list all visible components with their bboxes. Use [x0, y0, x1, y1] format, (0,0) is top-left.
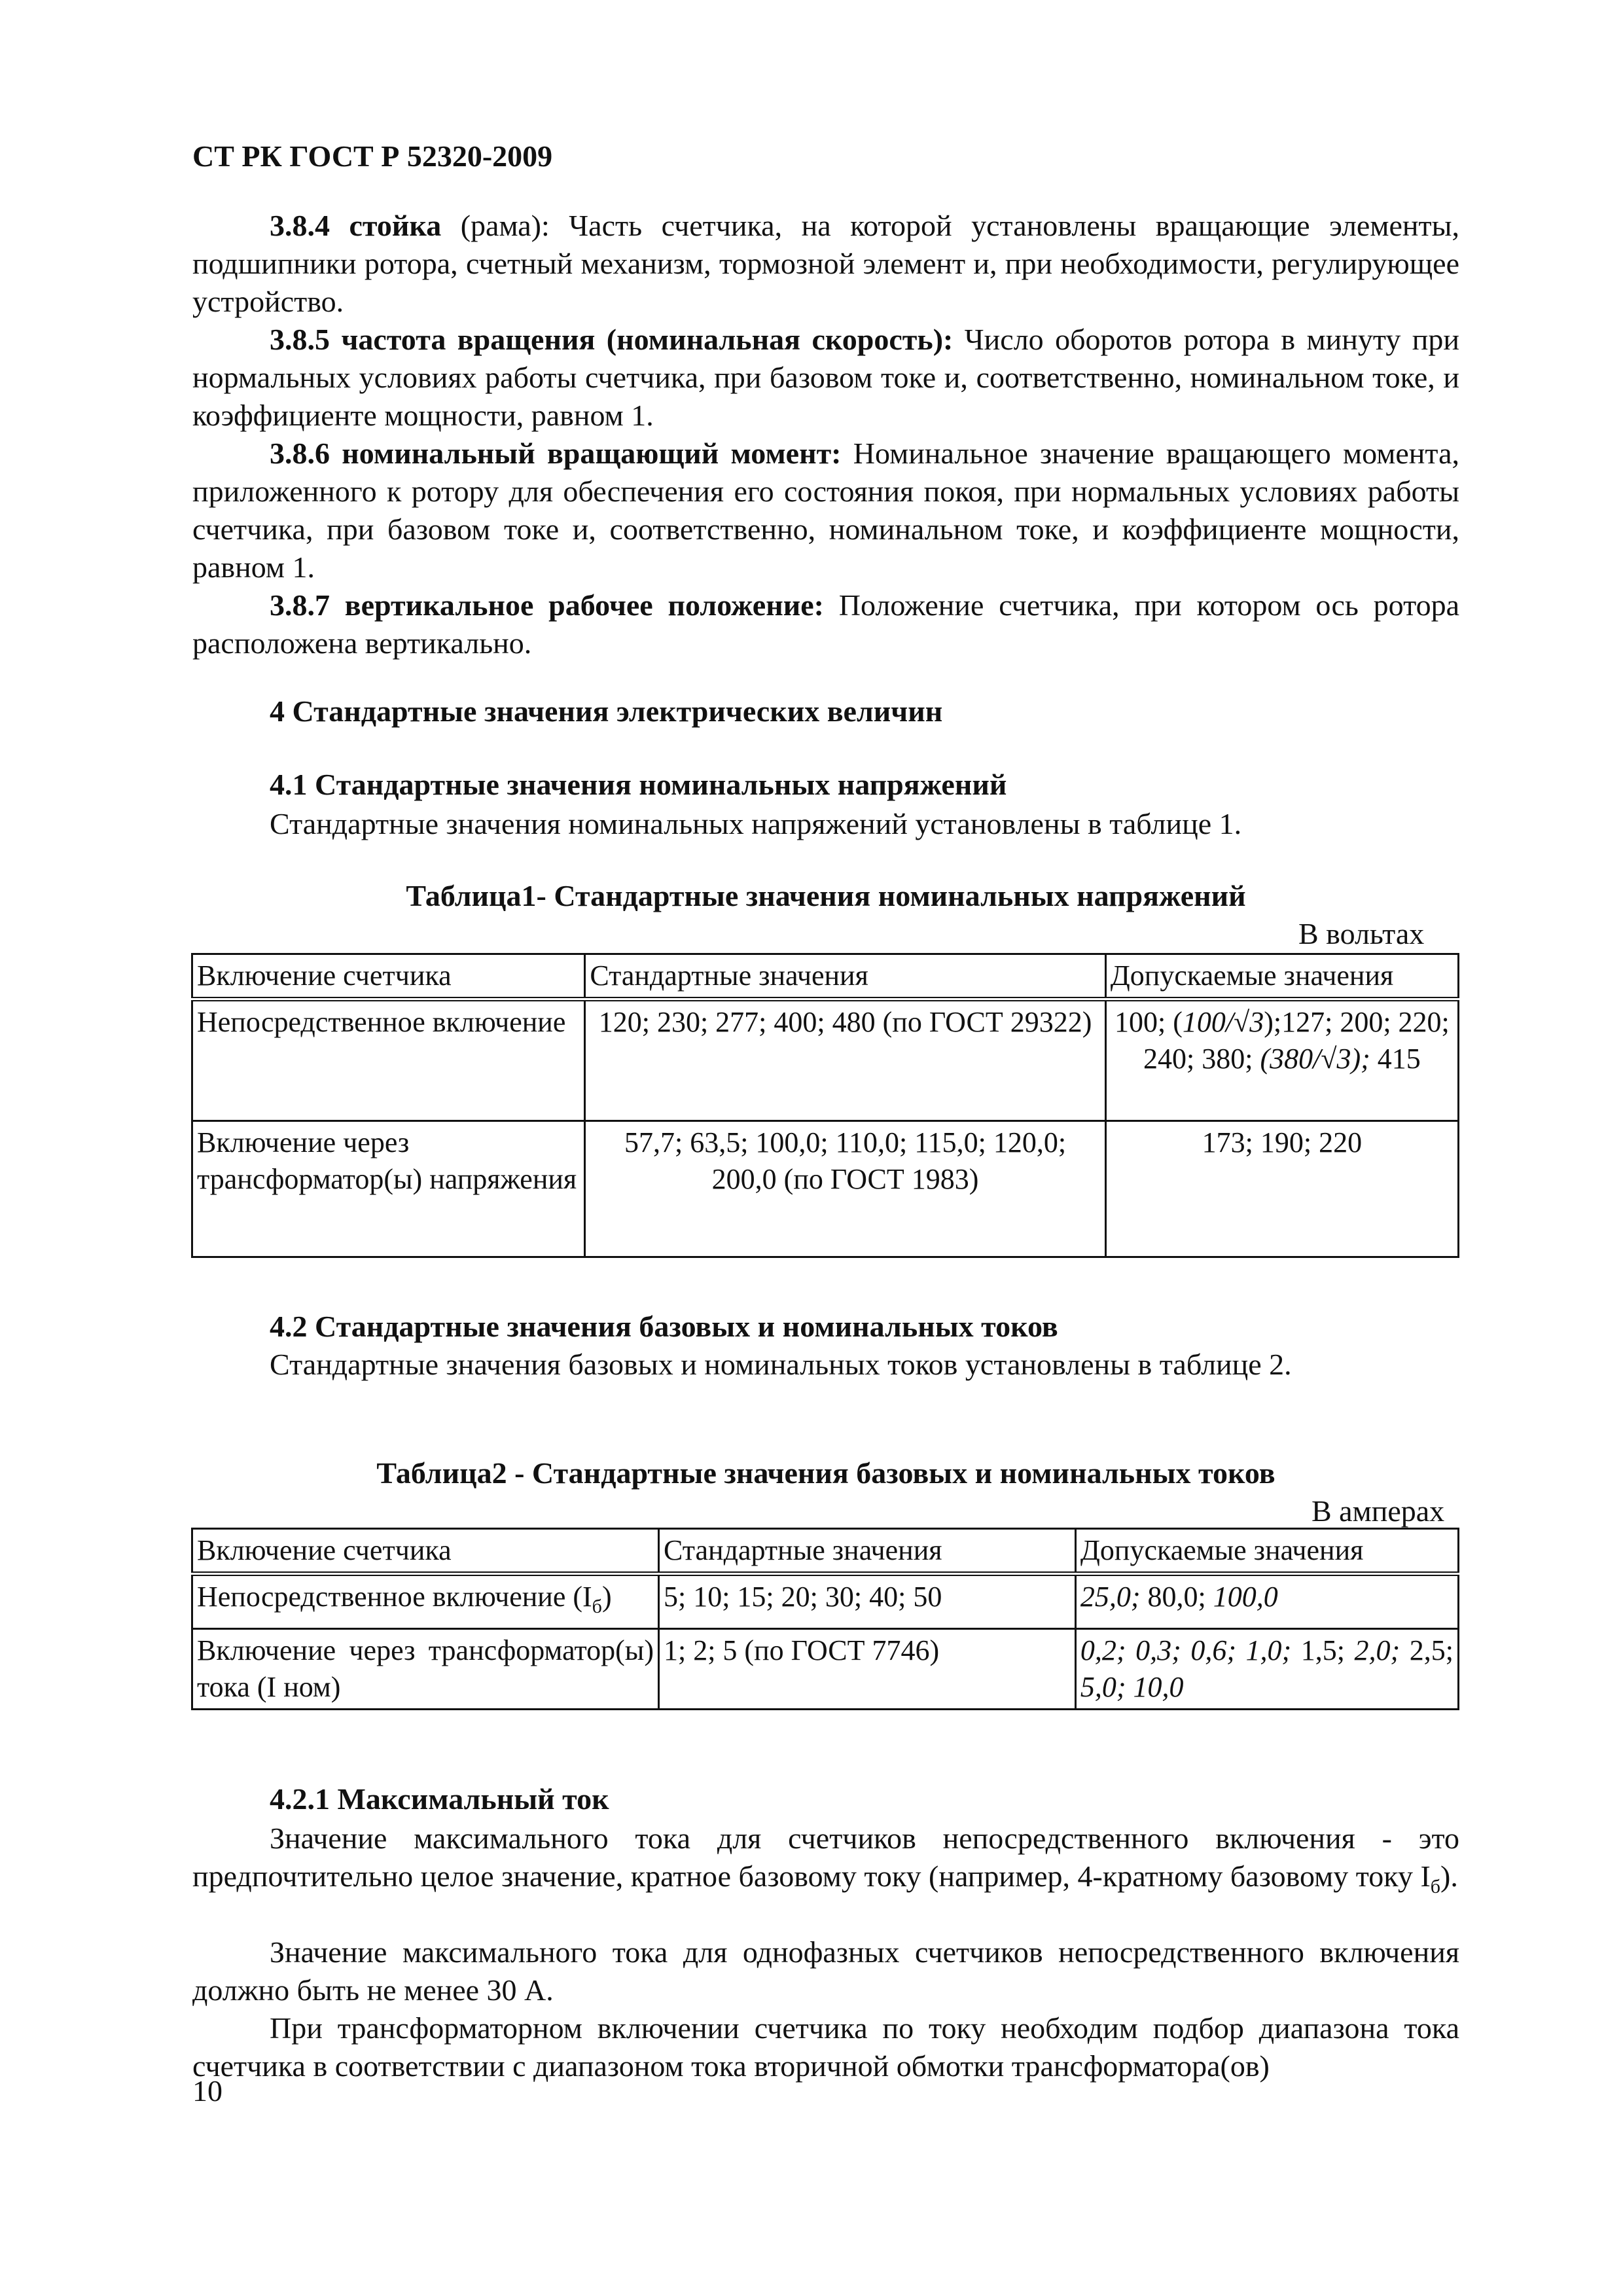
table-header-cell: Стандартные значения	[585, 954, 1105, 999]
definition-term: вертикальное рабочее положение:	[344, 588, 824, 622]
section-4-1-title: 4.1 Стандартные значения номинальных напряжений	[270, 768, 1007, 801]
paragraph-text: Значение максимального тока для счетчиков непосредственного включения - это предпочтительно целое значение, кратное базовому току (например, 4-кратному базовому току I	[192, 1821, 1459, 1893]
table-cell	[1105, 999, 1458, 1121]
definition-number: 3.8.4	[270, 209, 330, 242]
document-header: СТ РК ГОСТ Р 52320-2009	[192, 139, 553, 173]
cell-text-italic: 100,0	[1213, 1581, 1278, 1613]
table1-units: В вольтах	[1298, 917, 1425, 950]
table-header-row	[192, 954, 1459, 999]
definition-number: 3.8.7	[270, 588, 330, 622]
definition-term: номинальный вращающий момент:	[342, 437, 842, 470]
table1-caption: Таблица1- Стандартные значения номинальных напряжений	[406, 879, 1246, 912]
section-4-2-1-paragraph-3: При трансформаторном включении счетчика по току необходим подбор диапазона тока счетчика в соответствии с диапазоном тока вторичной обмотки трансформатора(ов)	[192, 2011, 1459, 2083]
cell-text-italic: 0,2; 0,3; 0,6; 1,0;	[1080, 1634, 1292, 1666]
table-cell	[192, 1574, 659, 1629]
section-4-title: 4 Стандартные значения электрических величин	[270, 694, 943, 728]
table-row	[192, 1121, 1459, 1257]
paragraph-subscript: б	[1430, 1876, 1441, 1898]
definition-text: Число оборотов ротора в минуту при нормальных условиях работы счетчика, при базовом токе и, соответственно, номинальном токе, и коэффициенте мощности, равном 1.	[192, 323, 1460, 432]
definition-number: 3.8.6	[270, 437, 330, 470]
definition-text: Номинальное значение вращающего момента, приложенного к ротору для обеспечения его состояния покоя, при нормальных условиях работы счетчика, при базовом токе и, соответственно, номинальном токе, и коэффициенте мощности, равном 1.	[192, 437, 1460, 584]
table-cell: 1; 2; 5 (по ГОСТ 7746)	[658, 1628, 1075, 1709]
table-cell: 173; 190; 220	[1105, 1121, 1458, 1257]
section-4-2-1-paragraph-1	[192, 1820, 1459, 1906]
table-cell: Непосредственное включение	[192, 999, 585, 1121]
section-4-2-title: 4.2 Стандартные значения базовых и номинальных токов	[270, 1310, 1058, 1343]
cell-text: );127; 200; 220; 240; 380;	[1143, 1006, 1450, 1075]
table2-units: В амперах	[1311, 1494, 1445, 1528]
table-header-row	[192, 1529, 1459, 1574]
section-4-2-1-paragraph-2: Значение максимального тока для однофазных счетчиков непосредственного включения должно быть не менее 30 А.	[192, 1935, 1459, 2007]
cell-text: 2,5;	[1400, 1634, 1454, 1666]
cell-text: 80,0;	[1140, 1581, 1213, 1613]
table-row	[192, 1628, 1459, 1709]
table-row	[192, 1574, 1459, 1629]
definition-term: стойка	[349, 209, 442, 242]
table-cell: Включение через трансформатор(ы) напряжения	[192, 1121, 585, 1257]
definition-term: частота вращения (номинальная скорость):	[341, 323, 954, 356]
table-header-cell: Допускаемые значения	[1105, 954, 1458, 999]
table-header-cell: Включение счетчика	[192, 1529, 659, 1574]
table-cell: 120; 230; 277; 400; 480 (по ГОСТ 29322)	[585, 999, 1105, 1121]
definition-text: Положение счетчика, при котором ось ротора расположена вертикально.	[192, 588, 1459, 660]
cell-text-italic: (380/√3);	[1260, 1043, 1370, 1075]
table2-caption: Таблица2 - Стандартные значения базовых и номинальных токов	[376, 1456, 1275, 1490]
cell-text-italic: 2,0;	[1354, 1634, 1400, 1666]
section-4-2-text: Стандартные значения базовых и номинальных токов установлены в таблице 2.	[270, 1348, 1292, 1381]
cell-text: Непосредственное включение (I	[197, 1581, 592, 1613]
table2	[191, 1528, 1459, 1710]
cell-text-italic: 5,0; 10,0	[1080, 1670, 1184, 1703]
section-4-1-text: Стандартные значения номинальных напряжений установлены в таблице 1.	[270, 807, 1242, 840]
table-header-cell: Включение счетчика	[192, 954, 585, 999]
definition-3-8-6	[192, 435, 1459, 586]
cell-text: 415	[1370, 1043, 1421, 1075]
table-cell	[1075, 1628, 1458, 1709]
paragraph-text: ).	[1440, 1859, 1458, 1893]
table-cell: 57,7; 63,5; 100,0; 110,0; 115,0; 120,0; 200,0 (по ГОСТ 1983)	[585, 1121, 1105, 1257]
cell-text-italic: 25,0;	[1080, 1581, 1141, 1613]
table-header-cell: Стандартные значения	[658, 1529, 1075, 1574]
table-cell: Включение через трансформатор(ы) тока (I ном)	[192, 1628, 659, 1709]
cell-text: 100; (	[1114, 1006, 1183, 1038]
table-row	[192, 999, 1459, 1121]
definition-3-8-7	[192, 586, 1459, 662]
cell-subscript: б	[592, 1595, 602, 1617]
cell-text: )	[601, 1581, 612, 1613]
cell-text-italic: 100/√3	[1182, 1006, 1264, 1038]
table-header-cell: Допускаемые значения	[1075, 1529, 1458, 1574]
cell-text: 1,5;	[1291, 1634, 1355, 1666]
table-cell	[1075, 1574, 1458, 1629]
page-number: 10	[192, 2074, 223, 2108]
section-4-2-1-title: 4.2.1 Максимальный ток	[270, 1782, 609, 1816]
definition-3-8-4	[192, 207, 1459, 321]
table1	[191, 953, 1459, 1258]
definition-3-8-5	[192, 321, 1459, 435]
definition-text: (рама): Часть счетчика, на которой установлены вращающие элементы, подшипники ротора, счетный механизм, тормозной элемент и, при необходимости, регулирующее устройство.	[192, 209, 1459, 318]
table-cell: 5; 10; 15; 20; 30; 40; 50	[658, 1574, 1075, 1629]
definition-number: 3.8.5	[270, 323, 330, 356]
